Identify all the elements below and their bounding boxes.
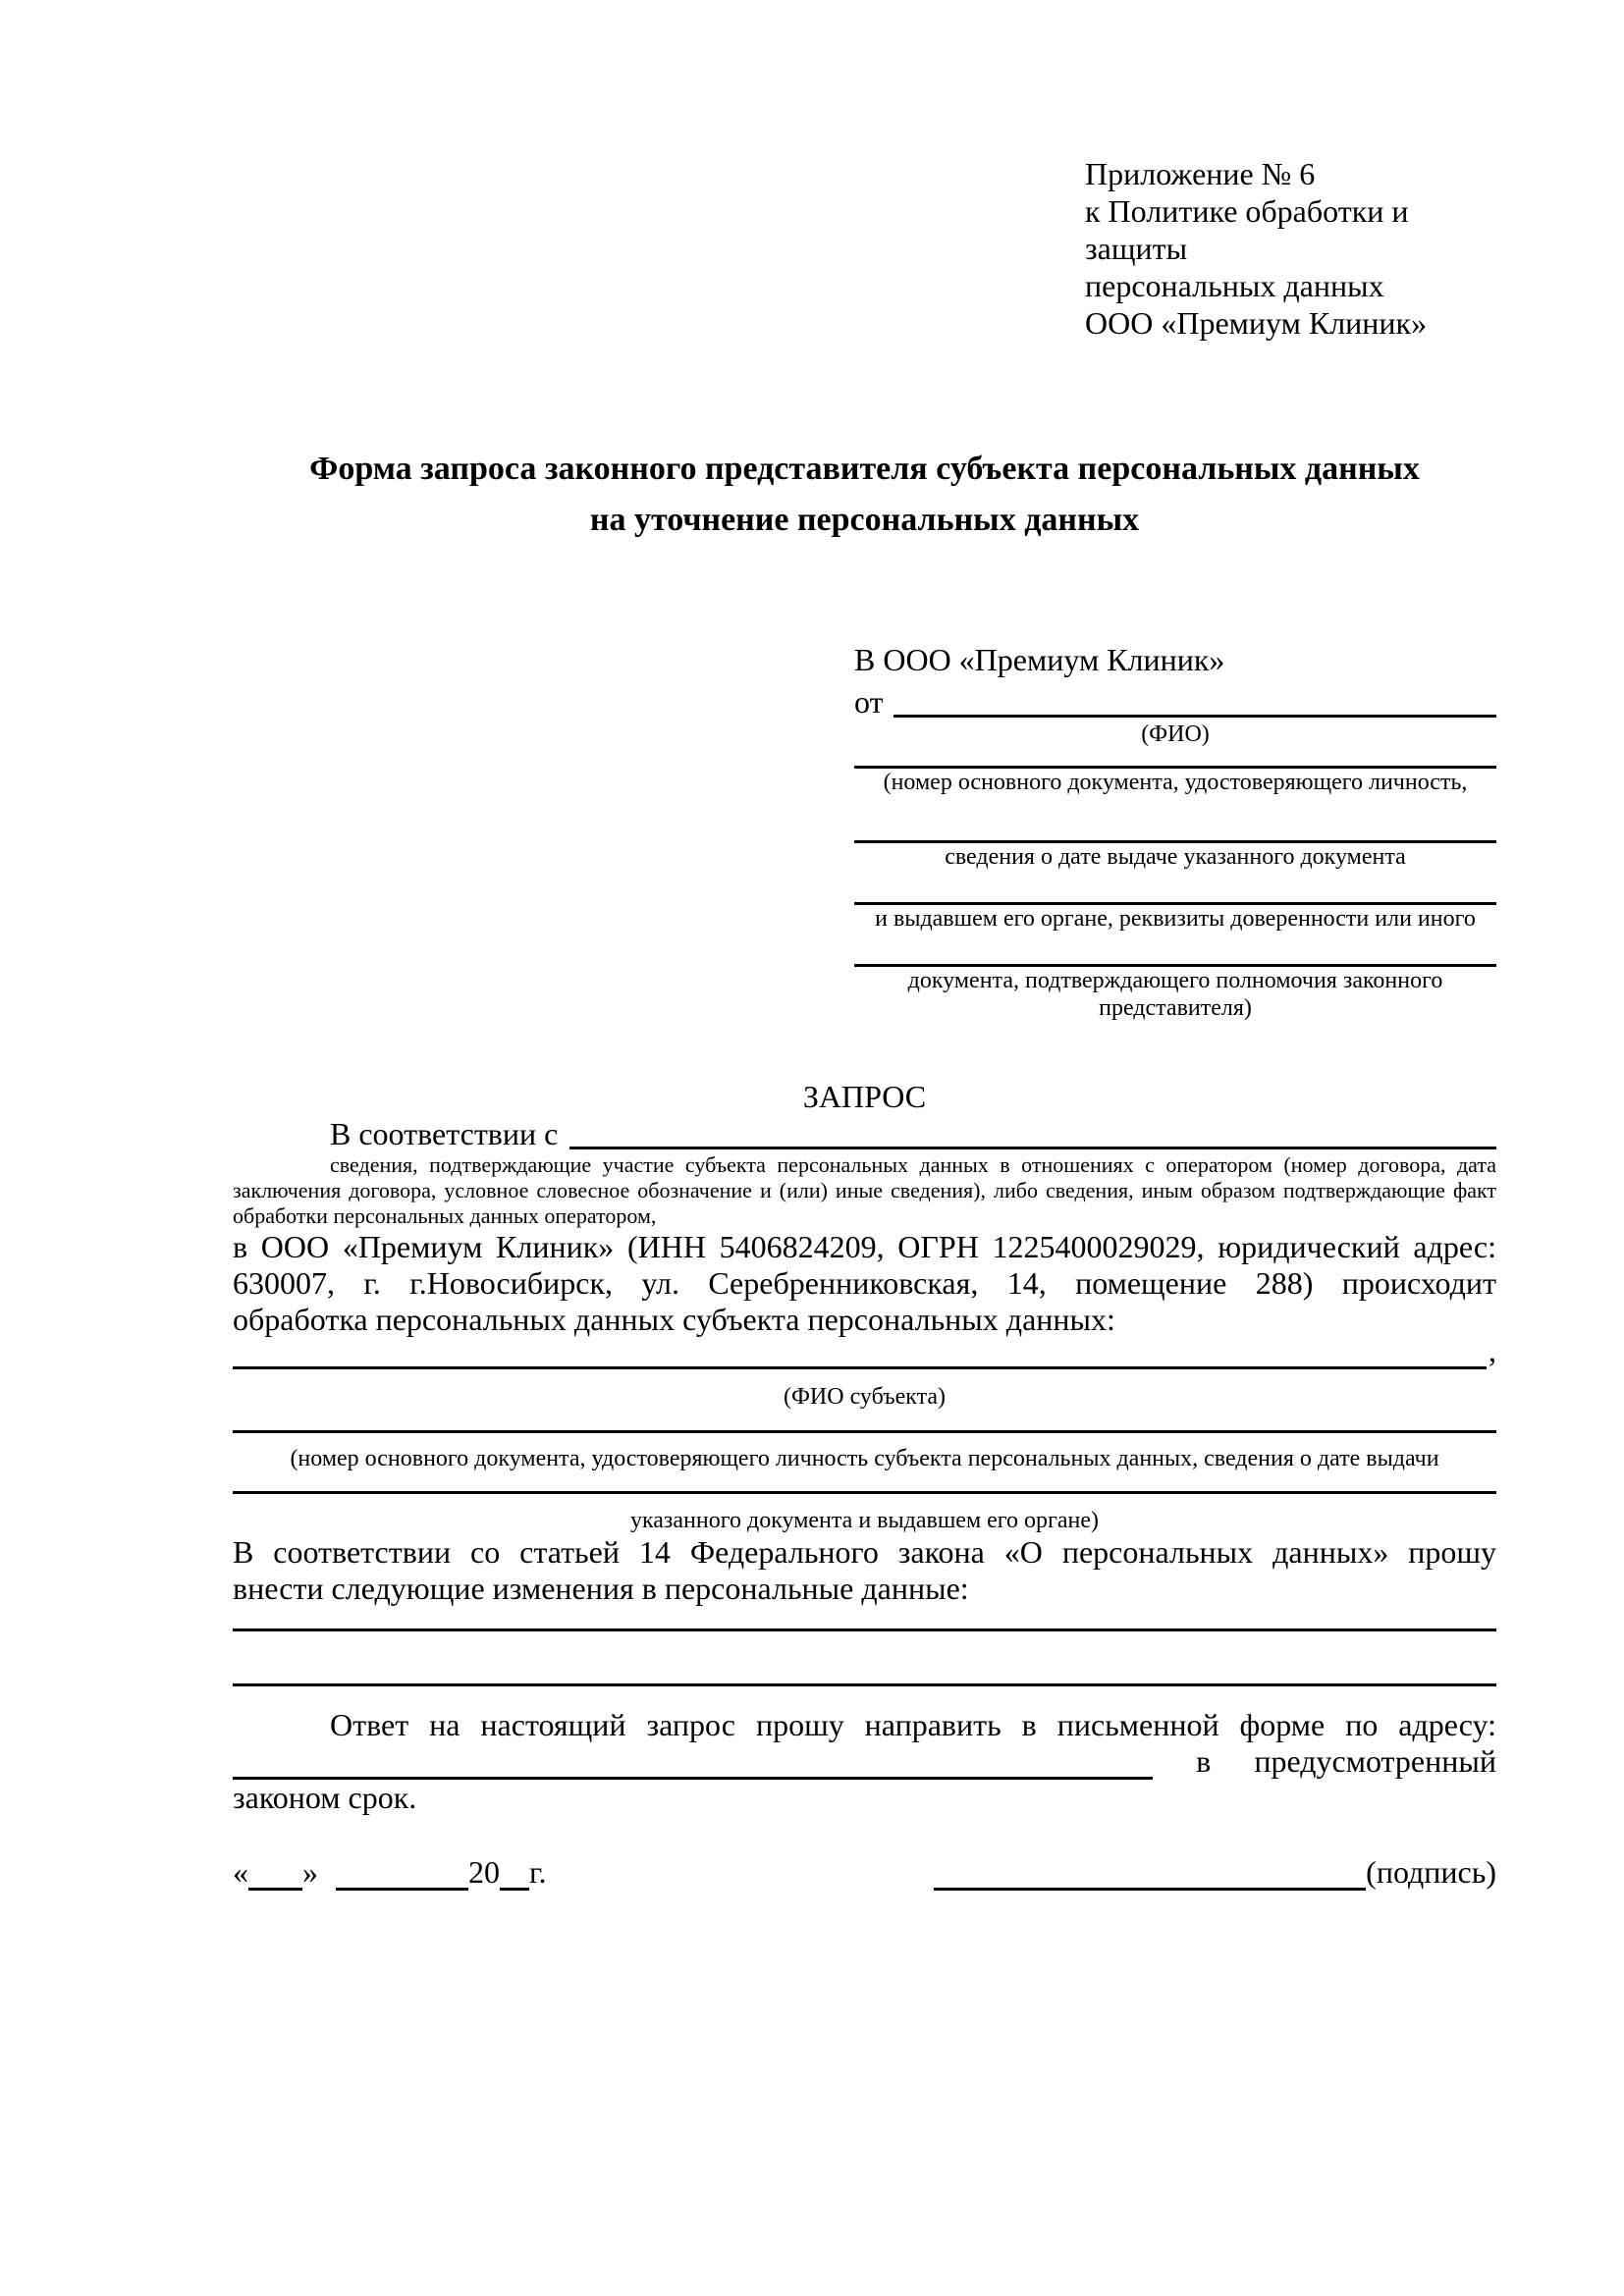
subject-fio-row [233,1333,1496,1369]
reply-word: предусмотренный [1254,1743,1496,1779]
accordance-note [233,1152,1496,1229]
form-title-line: Форма запроса законного представителя субъекта персональных данных [309,451,1420,487]
note-line: заключения договора, условное словесное обозначение и (или) иные сведения), либо сведения, иным образом подтверждающие факт [233,1178,1496,1202]
reply-word: в [1196,1743,1212,1779]
doc-caption: документа, подтверждающего полномочия законного представителя) [907,968,1443,1021]
blank-line [854,748,1496,769]
appendix-line: ООО «Премиум Клиник» [1085,305,1428,341]
year-suffix: г. [529,1854,547,1890]
quote-open: « [233,1854,248,1890]
year-blank-line [500,1862,529,1891]
doc-caption: и выдавшем его органе, реквизиты доверенности или иного [875,906,1476,932]
appendix-line: персональных данных [1085,268,1384,303]
signature-group [934,1854,1496,1891]
reply-address-row [233,1743,1496,1780]
law-line: В соответствии со статьей 14 Федерального закона «О персональных данных» прошу [233,1534,1496,1570]
addressee-block [854,638,1496,1022]
subject-fio-caption: (ФИО субъекта) [783,1384,947,1410]
from-row [854,681,1496,721]
accordance-blank-line [569,1119,1496,1149]
reply-line: законом срок. [233,1780,417,1815]
request-heading: ЗАПРОС [802,1079,927,1114]
subject-fio-blank-line [233,1366,1487,1369]
blank-line [854,796,1496,843]
note-line: обработки персональных данных оператором, [233,1203,657,1228]
blank-line [854,933,1496,967]
subject-doc-blank-line [233,1472,1496,1494]
comma: , [1489,1333,1496,1368]
signature-caption: (подпись) [1366,1854,1496,1890]
quote-close: » [302,1854,318,1890]
day-blank-line [248,1862,302,1891]
changes-blank-line [233,1607,1496,1631]
reply-line: Ответ на настоящий запрос прошу направить в письменной форме по адресу: [330,1707,1496,1742]
doc-caption: сведения о дате выдаче указанного документа [945,844,1406,870]
note-line: сведения, подтверждающие участие субъекта персональных данных в отношениях с оператором (номер договора, дата [330,1152,1496,1177]
changes-blank-line [233,1631,1496,1686]
blank-line [854,871,1496,905]
subject-doc-blank-line [233,1411,1496,1433]
operator-line: в ООО «Премиум Клиник» (ИНН 5406824209, ОГРН 1225400029029, юридический адрес: [233,1229,1496,1264]
signature-blank-line [934,1862,1366,1891]
appendix-line: к Политике обработки и защиты [1085,193,1409,266]
operator-line: 630007, г. г.Новосибирск, ул. Серебренниковская, 14, помещение 288) происходит [233,1265,1496,1301]
footer-row [233,1851,1496,1891]
reply-paragraph [233,1707,1496,1816]
form-title-line: на уточнение персональных данных [589,502,1140,538]
month-blank-line [336,1862,468,1891]
from-label: от [854,684,884,720]
form-title [233,444,1496,546]
accordance-row [233,1117,1496,1152]
address-blank-line [233,1749,1153,1780]
appendix-line: Приложение № 6 [1085,156,1316,191]
doc-caption: (номер основного документа, удостоверяющего личность, [883,770,1468,795]
operator-line: обработка персональных данных субъекта персональных данных: [233,1302,1115,1337]
from-blank-line [893,685,1496,718]
law-paragraph [233,1534,1496,1607]
accordance-label: В соответствии с [330,1116,559,1151]
subject-doc-caption: указанного документа и выдавшем его органе) [629,1508,1100,1533]
year-prefix: 20 [468,1854,500,1890]
date-group [233,1854,547,1891]
addressee-company: В ООО «Премиум Клиник» [854,642,1225,677]
subject-doc-caption: (номер основного документа, удостоверяющего личность субъекта персональных данных, сведения о дате выдачи [290,1446,1439,1471]
fio-caption: (ФИО) [1141,721,1210,747]
operator-paragraph [233,1229,1496,1338]
appendix-header [1085,155,1496,342]
law-line: внести следующие изменения в персональные данные: [233,1571,969,1606]
